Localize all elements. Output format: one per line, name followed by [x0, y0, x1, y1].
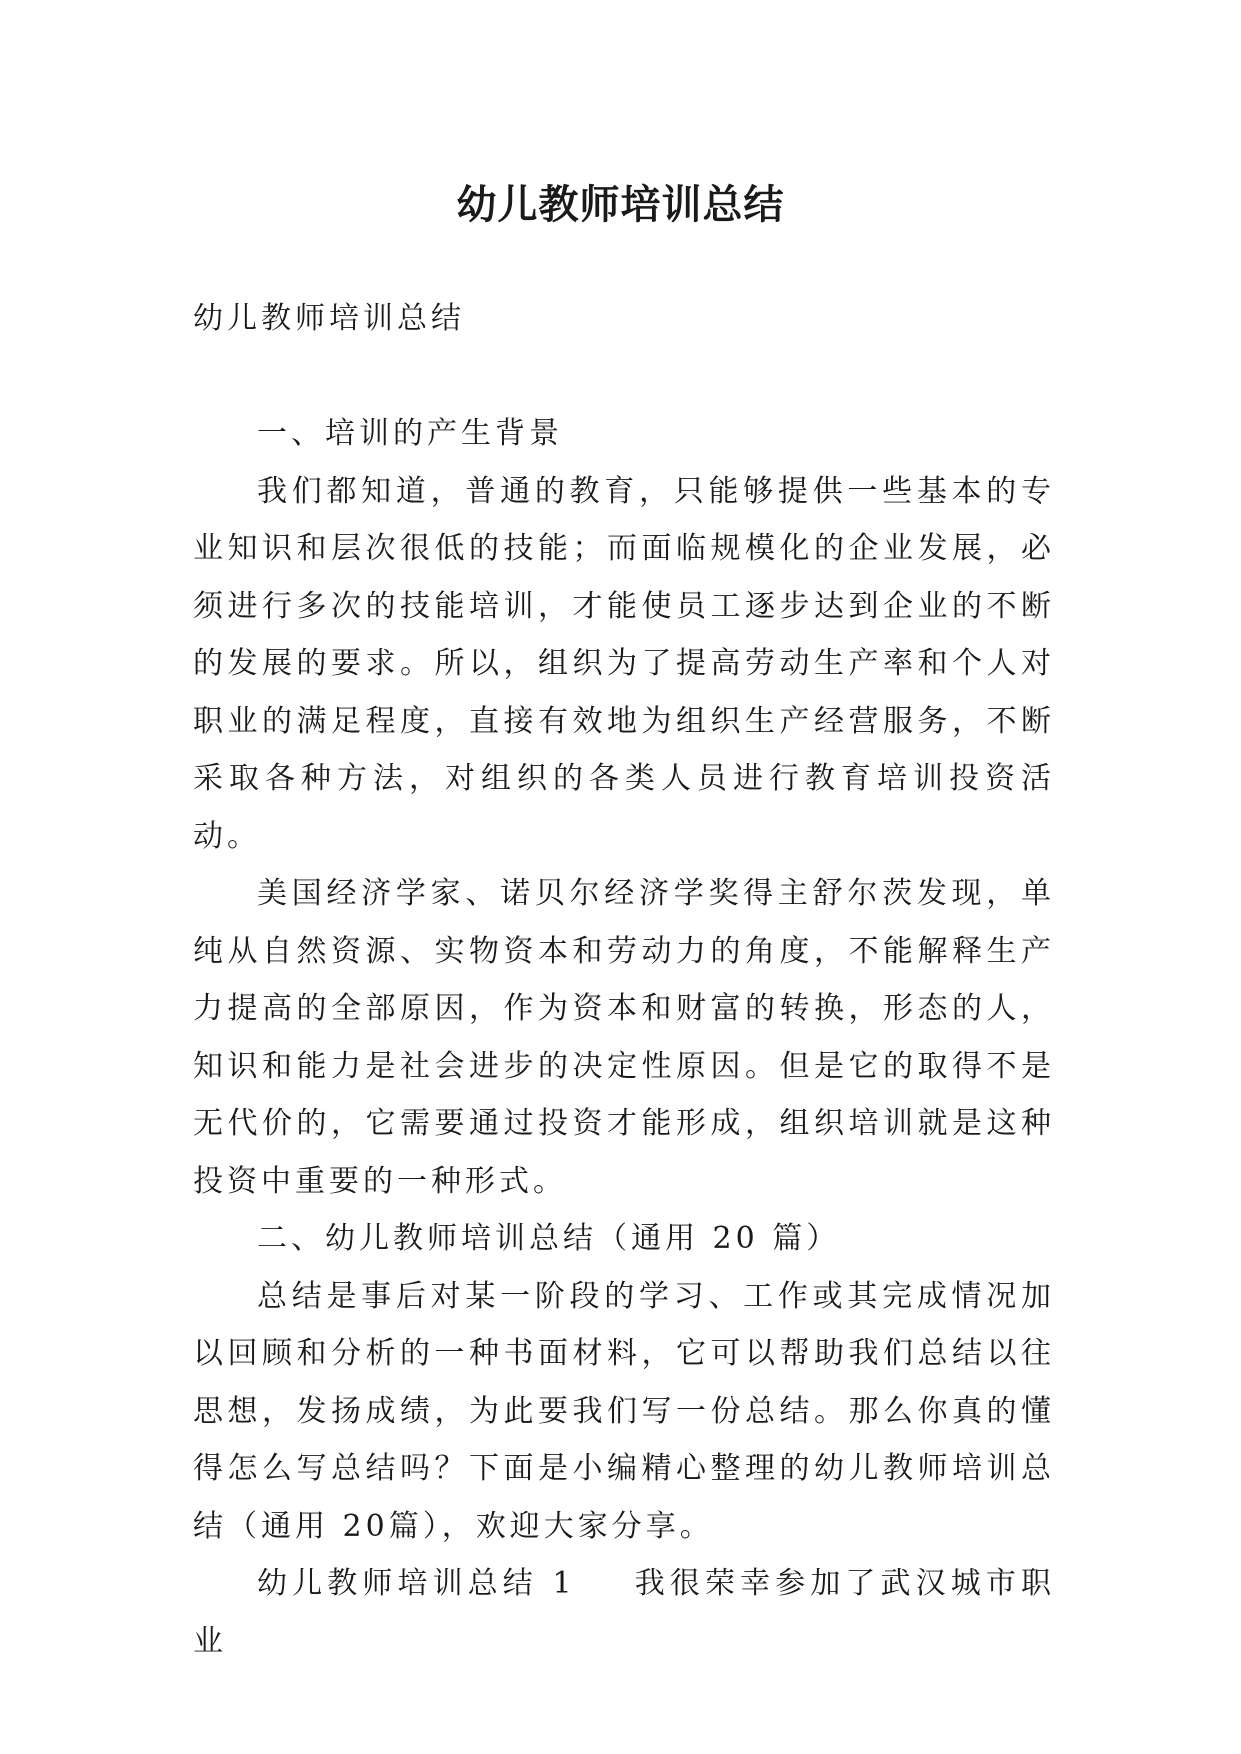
document-body — [193, 290, 1055, 1670]
paragraph-summary-1 — [193, 1555, 1055, 1670]
section-heading-summary: 二、幼儿教师培训总结（通用 20 篇） — [257, 1221, 841, 1256]
paragraph-education: 我们都知道，普通的教育，只能够提供一些基本的专业知识和层次很低的技能；而面临规模化的企业发展，必须进行多次的技能培训，才能使员工逐步达到企业的不断的发展的要求。所以，组织为了提高劳动生产率和个人对职业的满足程度，直接有效地为组织生产经营服务，不断采取各种方法，对组织的各类人员进行教育培训投资活动。 — [193, 473, 1055, 854]
document-subtitle: 幼儿教师培训总结 — [193, 301, 465, 336]
summary-1-text: 我很荣幸参加了武汉城市职业 — [193, 1566, 1055, 1659]
section-heading-background: 一、培训的产生背景 — [257, 416, 563, 451]
paragraph-summary-intro: 总结是事后对某一阶段的学习、工作或其完成情况加以回顾和分析的一种书面材料，它可以帮助我们总结以往思想，发扬成绩，为此要我们写一份总结。那么你真的懂得怎么写总结吗？下面是小编精心整理的幼儿教师培训总结（通用 20篇），欢迎大家分享。 — [193, 1278, 1055, 1544]
document-title: 幼儿教师培训总结 — [456, 180, 785, 228]
summary-1-heading: 幼儿教师培训总结 1 — [257, 1566, 576, 1601]
paragraph-schultz: 美国经济学家、诺贝尔经济学奖得主舒尔茨发现，单纯从自然资源、实物资本和劳动力的角度，不能解释生产力提高的全部原因，作为资本和财富的转换，形态的人，知识和能力是社会进步的决定性原因。但是它的取得不是无代价的，它需要通过投资才能形成，组织培训就是这种投资中重要的一种形式。 — [193, 876, 1055, 1199]
